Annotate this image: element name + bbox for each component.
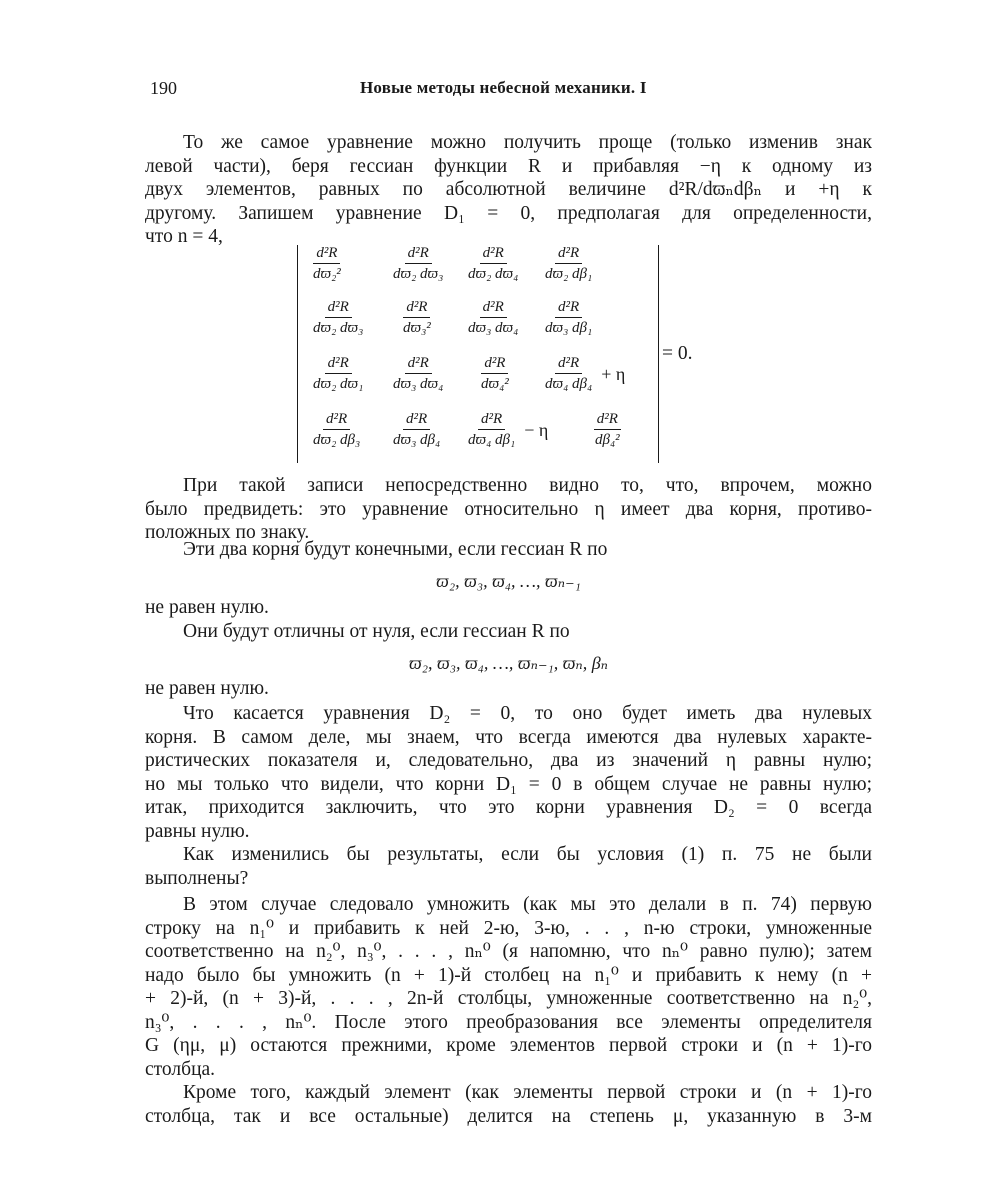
paragraph-7 [145,893,872,1081]
text-line: надо было бы умножить (n + 1)-й столбец на n₁⁰ и прибавить к нему (n + [145,964,872,986]
text-line: ристических показателя и, следовательно, два из значений η равны нулю; [145,750,872,771]
paragraph-6 [145,843,872,890]
text-line: В этом случае следовало умножить (как мы это делали в п. 74) первую [183,894,872,915]
page-header [150,78,870,104]
text-line: Кроме того, каждый элемент (как элементы первой строки и (n + 1)-го [183,1082,872,1103]
text-line: не равен нулю. [145,597,269,618]
text-line: + 2)-й, (n + 3)-й, . . . , 2n-й столбцы, умноженные соответственно на n₂⁰, [145,988,872,1009]
equals-zero: = 0. [662,343,693,364]
text-line: двух элементов, равных по абсолютной величине d²R/dϖₙdβₙ и +η к [145,179,872,200]
matrix-cell: $\frac{\text{d²R}}{\text{dϖ₃ dϖ₄}}$ [393,355,444,392]
matrix-cell: $\frac{\text{d²R}}{\text{dϖ₃ dϖ₄}}$ [468,299,519,336]
paragraph-4 [145,620,872,644]
paragraph-8 [145,1081,872,1128]
text-line: n₃⁰, . . . , nₙ⁰. После этого преобразования все элементы определителя [145,1011,872,1033]
text-line: другому. Запишем уравнение D₁ = 0, предполагая для определенности, [145,202,872,224]
text-line: положных по знаку. [145,522,310,543]
text-line: не равен нулю. [145,678,269,699]
matrix-cell: $\frac{\text{d²R}}{\text{dϖ₃ dβ₄}}$ [393,411,441,448]
text-line: корня. В самом деле, мы знаем, что всегда имеются два нулевых характе- [145,726,872,748]
text-line: равны нулю. [145,820,250,842]
matrix-cell: $\frac{\text{d²R}}{\text{dβ₄²}}$ [595,411,620,448]
text-line: выполнены? [145,867,249,889]
formula-omega-list-1: ϖ₂, ϖ₃, ϖ₄, …, ϖₙ₋₁ [436,571,581,591]
formula-omega-list-2: ϖ₂, ϖ₃, ϖ₄, …, ϖₙ₋₁, ϖₙ, βₙ [409,653,608,673]
text-line: но мы только что видели, что корни D₁ = 0 в общем случае не равны нулю; [145,773,872,795]
text-line: строку на n₁⁰ и прибавить к ней 2-ю, 3-ю, . . , n-ю строки, умноженные [145,917,872,939]
paragraph-4-end [145,677,872,701]
text-line: Эти два корня будут конечными, если гессиан R по [183,539,608,560]
matrix-cell: $\frac{\text{d²R}}{\text{dϖ₂ dϖ₃}}$ [393,245,444,282]
text-line: столбца, так и все остальные) делится на степень μ, указанную в 3-м [145,1105,872,1127]
plus-eta: + η [601,363,626,384]
paragraph-5 [145,702,872,843]
matrix-cell: $\frac{\text{d²R}}{\text{dϖ₂ dβ₁}}$ [545,245,593,282]
text-line: соответственно на n₂⁰, n₃⁰, . . . , nₙ⁰ (я напомню, что nₙ⁰ равно пулю); затем [145,941,872,962]
paragraph-1 [145,131,872,249]
matrix-cell: $\frac{\text{d²R}}{\text{dϖ₄ dβ₄}}$ + η [545,355,626,392]
text-line: При такой записи непосредственно видно то, что, впрочем, можно [183,475,872,496]
matrix-cell: $\frac{\text{d²R}}{\text{dϖ₂ dϖ₄}}$ [468,245,519,282]
text-line: итак, приходится заключить, что это корни уравнения D₂ = 0 всегда [145,797,872,818]
minus-eta: − η [524,419,549,440]
text-line: G (ημ, μ) остаются прежними, кроме элементов первой строки и (n + 1)-го [145,1035,872,1056]
hessian-determinant [297,245,659,463]
matrix-cell: $\frac{\text{d²R}}{\text{dϖ₄ dβ₁}}$ − η [468,411,549,448]
text-line: было предвидеть: это уравнение относительно η имеет два корня, противо- [145,498,872,520]
matrix-cell: $\frac{\text{d²R}}{\text{dϖ₃²}}$ [403,299,431,336]
text-line: То же самое уравнение можно получить проще (только изменив знак [183,132,872,153]
matrix-cell: $\frac{\text{d²R}}{\text{dϖ₂ dβ₃}}$ [313,411,361,448]
matrix-cell: $\frac{\text{d²R}}{\text{dϖ₄²}}$ [481,355,509,392]
matrix-cell: $\frac{\text{d²R}}{\text{dϖ₂ dϖ₃}}$ [313,299,364,336]
matrix-cell: $\frac{\text{d²R}}{\text{dϖ₂ dϖ₁}}$ [313,355,364,392]
text-line: Они будут отличны от нуля, если гессиан R по [183,621,570,642]
text-line: левой части), беря гессиан функции R и прибавляя −η к одному из [145,155,872,177]
running-title: Новые методы небесной механики. I [360,78,647,97]
paragraph-2 [145,474,872,545]
matrix-cell: $\frac{\text{d²R}}{\text{dϖ₃ dβ₁}}$ [545,299,593,336]
page-number: 190 [150,78,177,98]
paragraph-3-end [145,596,872,620]
text-line: Как изменились бы результаты, если бы условия (1) п. 75 не были [183,844,872,865]
text-line: столбца. [145,1058,216,1080]
matrix-cell: $\frac{\text{d²R}}{\text{dϖ₂²}}$ [313,245,341,282]
text-line: что n = 4, [145,226,223,247]
paragraph-3 [145,538,872,562]
text-line: Что касается уравнения D₂ = 0, то оно будет иметь два нулевых [183,703,872,724]
